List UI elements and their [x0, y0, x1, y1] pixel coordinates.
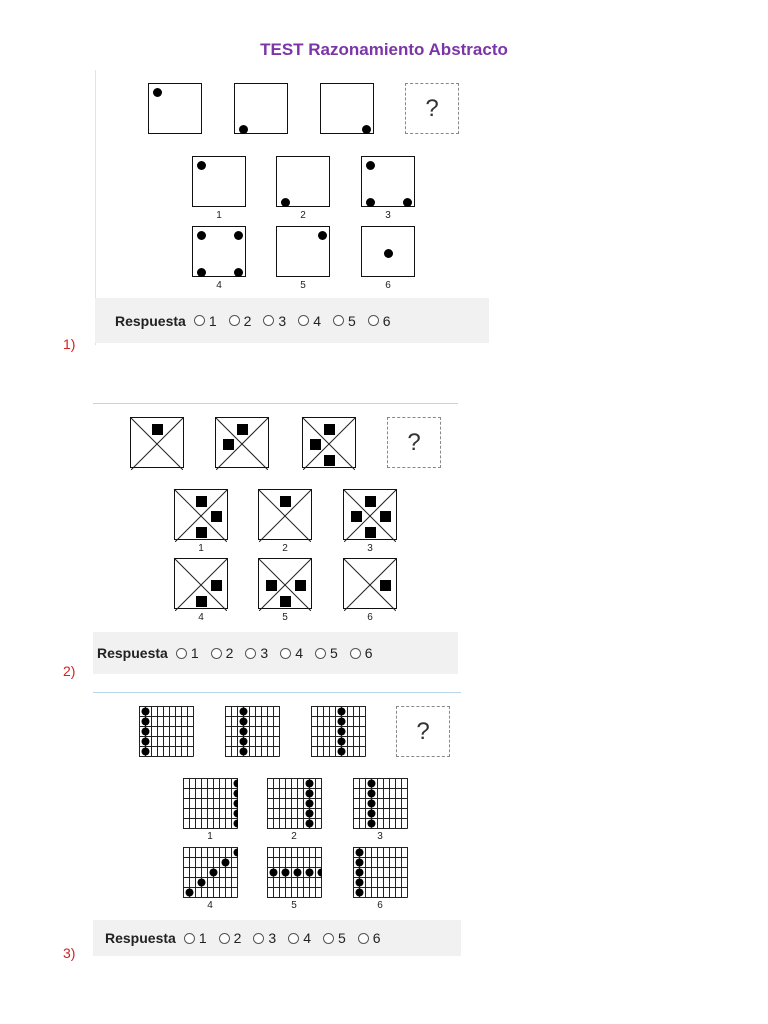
- dot-tl: [366, 161, 375, 170]
- grid-dot: [234, 849, 239, 857]
- grid-dot: [356, 859, 364, 867]
- square-r: [295, 580, 306, 591]
- radio-button[interactable]: [315, 648, 326, 659]
- answer-option-3[interactable]: [245, 645, 268, 661]
- dot-bl: [239, 125, 248, 134]
- radio-button[interactable]: [184, 933, 195, 944]
- missing-figure-placeholder: ?: [396, 706, 450, 757]
- grid-dot: [306, 869, 314, 877]
- answer-option-label: 6: [372, 930, 381, 946]
- grid-dot: [356, 889, 364, 897]
- radio-button[interactable]: [263, 315, 274, 326]
- square-r: [211, 580, 222, 591]
- grid-dot: [306, 780, 314, 788]
- grid-dot: [368, 790, 376, 798]
- choice-figure-3: [361, 156, 415, 207]
- grid-dot: [142, 748, 150, 756]
- choice-figure-1: [174, 489, 228, 540]
- choice-figure-6: [353, 847, 408, 898]
- answer-option-2[interactable]: [211, 645, 234, 661]
- answer-option-label: 2: [233, 930, 242, 946]
- choice-label: 4: [207, 900, 213, 911]
- grid-dot: [142, 728, 150, 736]
- grid-dot: [294, 869, 302, 877]
- square-t: [324, 424, 335, 435]
- square-t: [237, 424, 248, 435]
- choice-figure-6: [343, 558, 397, 609]
- grid-dot: [338, 728, 346, 736]
- radio-button[interactable]: [323, 933, 334, 944]
- radio-button[interactable]: [358, 933, 369, 944]
- grid-dot: [240, 748, 248, 756]
- choice-label: 2: [282, 543, 288, 554]
- sequence-figure-1: [148, 83, 202, 134]
- radio-button[interactable]: [219, 933, 230, 944]
- grid-dot: [234, 790, 239, 798]
- sequence-figure-1: [130, 417, 184, 468]
- answer-option-label: 2: [243, 312, 252, 329]
- answer-label: Respuesta: [97, 645, 168, 661]
- answer-option-6[interactable]: [350, 645, 373, 661]
- dot-c: [384, 249, 393, 258]
- question-number: 3): [63, 945, 76, 961]
- dot-tl: [197, 231, 206, 240]
- grid-dot: [142, 708, 150, 716]
- grid-dot: [356, 849, 364, 857]
- answer-bar: [95, 298, 489, 343]
- choice-figure-6: [361, 226, 415, 277]
- dot-tr: [234, 231, 243, 240]
- grid-dot: [356, 879, 364, 887]
- dot-br: [403, 198, 412, 207]
- answer-option-label: 4: [303, 930, 311, 946]
- grid-dot: [234, 820, 239, 828]
- radio-button[interactable]: [333, 315, 344, 326]
- grid-dot: [270, 869, 278, 877]
- grid-dot: [240, 728, 248, 736]
- radio-button[interactable]: [211, 648, 222, 659]
- answer-option-label: 3: [278, 312, 287, 329]
- answer-option-2[interactable]: [219, 930, 242, 946]
- choice-label: 4: [216, 280, 222, 291]
- choice-label: 5: [291, 900, 297, 911]
- answer-bar: [93, 920, 461, 956]
- square-r: [380, 511, 391, 522]
- choice-figure-5: [258, 558, 312, 609]
- sequence-figure-1: [139, 706, 194, 757]
- choice-figure-2: [276, 156, 330, 207]
- choice-label: 3: [367, 543, 373, 554]
- choice-figure-3: [353, 778, 408, 829]
- answer-option-5[interactable]: [333, 313, 356, 329]
- answer-option-1[interactable]: [194, 313, 217, 329]
- grid-dot: [234, 780, 239, 788]
- dot-br: [362, 125, 371, 134]
- square-l: [223, 439, 234, 450]
- answer-option-label: 3: [260, 645, 269, 661]
- choice-figure-5: [267, 847, 322, 898]
- square-r: [211, 511, 222, 522]
- grid-dot: [234, 810, 239, 818]
- dot-br: [234, 268, 243, 277]
- page-title: TEST Razonamiento Abstracto: [260, 40, 508, 59]
- answer-label: Respuesta: [105, 930, 176, 946]
- grid-dot: [234, 800, 239, 808]
- choice-figure-4: [174, 558, 228, 609]
- radio-button[interactable]: [298, 315, 309, 326]
- sequence-figure-3: [320, 83, 374, 134]
- sequence-figure-2: [215, 417, 269, 468]
- choice-label: 6: [385, 280, 391, 291]
- radio-button[interactable]: [176, 648, 187, 659]
- choice-label: 3: [385, 210, 391, 221]
- section-divider: [93, 692, 461, 693]
- missing-figure-placeholder: ?: [387, 417, 441, 468]
- grid-dot: [186, 889, 194, 897]
- choice-figure-4: [183, 847, 238, 898]
- answer-option-4[interactable]: [298, 313, 321, 329]
- choice-label: 1: [207, 831, 213, 842]
- dot-bl: [366, 198, 375, 207]
- answer-option-3[interactable]: [253, 930, 276, 946]
- choice-figure-1: [192, 156, 246, 207]
- choice-figure-5: [276, 226, 330, 277]
- grid-dot: [306, 820, 314, 828]
- radio-button[interactable]: [350, 648, 361, 659]
- grid-dot: [240, 708, 248, 716]
- grid-dot: [338, 738, 346, 746]
- choice-label: 4: [198, 612, 204, 623]
- answer-option-6[interactable]: [368, 313, 391, 329]
- square-b: [280, 596, 291, 607]
- grid-dot: [368, 780, 376, 788]
- question-number: 1): [63, 336, 76, 352]
- grid-dot: [368, 810, 376, 818]
- sequence-figure-3: [311, 706, 366, 757]
- choice-figure-2: [267, 778, 322, 829]
- radio-button[interactable]: [280, 648, 291, 659]
- square-l: [351, 511, 362, 522]
- sequence-figure-2: [234, 83, 288, 134]
- grid-dot: [282, 869, 290, 877]
- square-l: [266, 580, 277, 591]
- square-l: [310, 439, 321, 450]
- grid-dot: [222, 859, 230, 867]
- choice-figure-3: [343, 489, 397, 540]
- answer-option-label: 4: [295, 645, 303, 661]
- radio-button[interactable]: [288, 933, 299, 944]
- answer-option-label: 6: [382, 312, 391, 329]
- answer-option-label: 1: [208, 312, 217, 329]
- choice-label: 1: [216, 210, 222, 221]
- grid-dot: [306, 790, 314, 798]
- radio-button[interactable]: [253, 933, 264, 944]
- square-t: [365, 496, 376, 507]
- grid-dot: [368, 820, 376, 828]
- dot-tl: [153, 88, 162, 97]
- grid-dot: [338, 708, 346, 716]
- answer-label: Respuesta: [115, 312, 186, 329]
- grid-dot: [318, 869, 323, 877]
- answer-bar: [93, 632, 458, 674]
- answer-option-3[interactable]: [263, 313, 286, 329]
- missing-figure-placeholder: ?: [405, 83, 459, 134]
- grid-dot: [356, 869, 364, 877]
- answer-option-5[interactable]: [315, 645, 338, 661]
- square-t: [280, 496, 291, 507]
- grid-dot: [240, 738, 248, 746]
- choice-label: 5: [300, 280, 306, 291]
- choice-figure-4: [192, 226, 246, 277]
- square-b: [324, 455, 335, 466]
- grid-dot: [306, 810, 314, 818]
- square-t: [152, 424, 163, 435]
- grid-dot: [210, 869, 218, 877]
- square-t: [196, 496, 207, 507]
- grid-dot: [198, 879, 206, 887]
- square-r: [380, 580, 391, 591]
- dot-tl: [197, 161, 206, 170]
- answer-option-1[interactable]: [176, 645, 199, 661]
- radio-button[interactable]: [229, 315, 240, 326]
- answer-option-label: 5: [348, 312, 356, 329]
- choice-label: 3: [377, 831, 383, 842]
- question-number: 2): [63, 663, 76, 679]
- sequence-figure-3: [302, 417, 356, 468]
- radio-button[interactable]: [245, 648, 256, 659]
- grid-dot: [240, 718, 248, 726]
- dot-tr: [318, 231, 327, 240]
- choice-label: 2: [291, 831, 297, 842]
- answer-option-label: 1: [190, 645, 199, 661]
- choice-label: 5: [282, 612, 288, 623]
- choice-figure-2: [258, 489, 312, 540]
- answer-option-4[interactable]: [280, 645, 303, 661]
- answer-option-label: 5: [338, 930, 346, 946]
- grid-dot: [142, 738, 150, 746]
- section-divider: [93, 403, 458, 404]
- answer-option-label: 3: [268, 930, 277, 946]
- grid-dot: [368, 800, 376, 808]
- answer-option-label: 6: [364, 645, 373, 661]
- answer-option-2[interactable]: [229, 313, 252, 329]
- choice-label: 6: [367, 612, 373, 623]
- grid-dot: [142, 718, 150, 726]
- choice-label: 2: [300, 210, 306, 221]
- choice-label: 1: [198, 543, 204, 554]
- answer-option-1[interactable]: [184, 930, 207, 946]
- radio-button[interactable]: [194, 315, 205, 326]
- grid-dot: [338, 748, 346, 756]
- square-b: [196, 596, 207, 607]
- answer-option-5[interactable]: [323, 930, 346, 946]
- answer-option-label: 1: [198, 930, 207, 946]
- square-b: [365, 527, 376, 538]
- square-b: [196, 527, 207, 538]
- choice-figure-1: [183, 778, 238, 829]
- answer-option-4[interactable]: [288, 930, 311, 946]
- radio-button[interactable]: [368, 315, 379, 326]
- answer-option-label: 4: [313, 312, 321, 329]
- grid-dot: [306, 800, 314, 808]
- choice-label: 6: [377, 900, 383, 911]
- sequence-figure-2: [225, 706, 280, 757]
- dot-bl: [197, 268, 206, 277]
- answer-option-label: 2: [225, 645, 234, 661]
- dot-bl: [281, 198, 290, 207]
- grid-dot: [338, 718, 346, 726]
- answer-option-label: 5: [330, 645, 338, 661]
- answer-option-6[interactable]: [358, 930, 381, 946]
